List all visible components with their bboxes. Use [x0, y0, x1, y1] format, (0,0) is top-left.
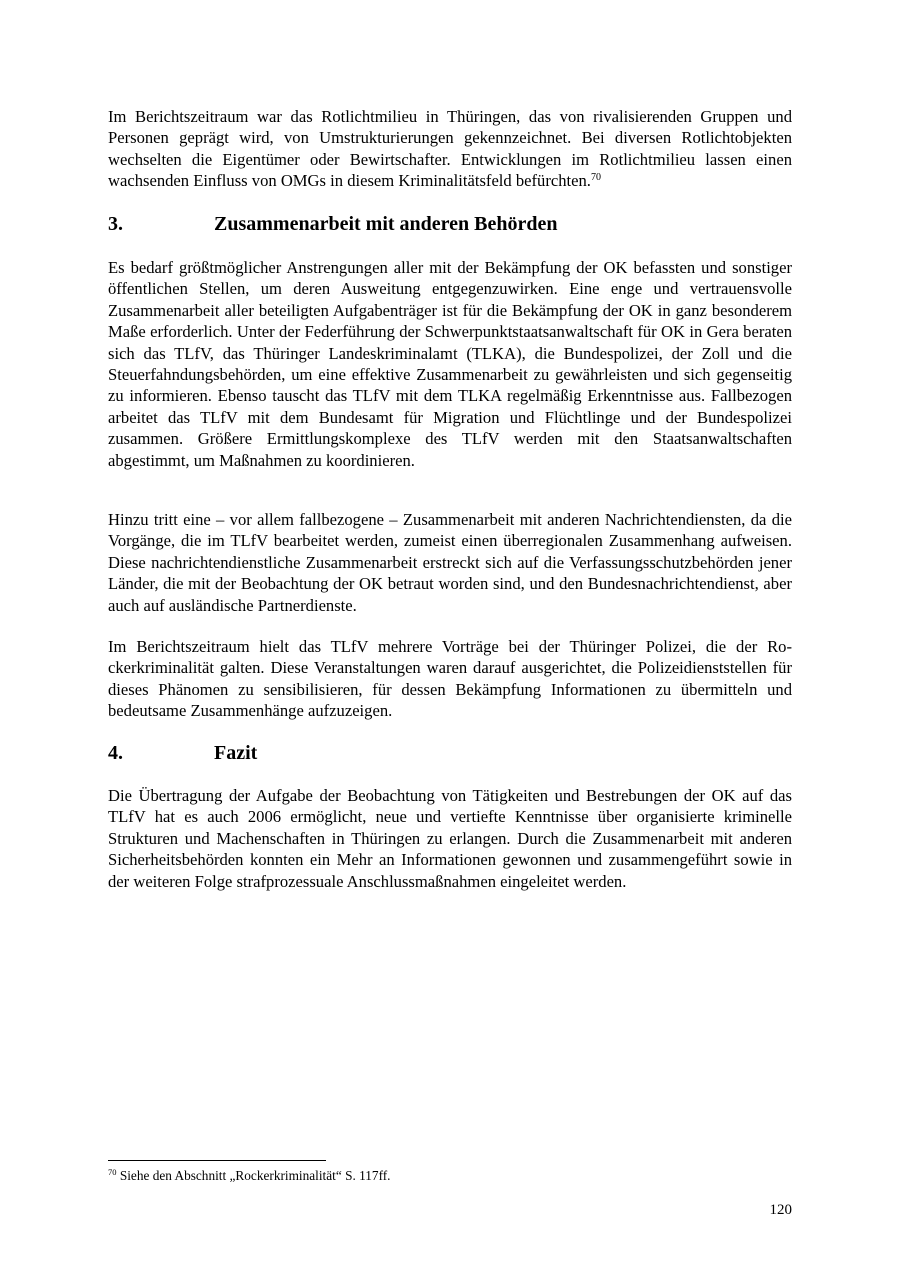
section-heading-3 [108, 212, 558, 236]
section-number: 3. [108, 213, 123, 235]
paragraph-cooperation-authorities: Es bedarf größtmöglicher Anstrengungen aller mit der Bekämpfung der OK befassten und sonstiger öffentlichen Stellen, um deren Ausweitung entgegenzuwirken. Eine enge und vertrauensvolle Zusammenarbeit aller beteiligten Aufgabenträger ist für die Bekämpfung der OK in ganz besonderem Maße erforderlich. Unter der Federführung der Schwerpunktstaatsanwaltschaft für OK in Gera beraten sich das TLfV, das Thüringer Landeskriminalamt (TLKA), die Bundespolizei, der Zoll und die Steuerfahndungsbehörden, um eine effektive Zusammenarbeit zu gewährleisten und sich gegenseitig zu informieren. Ebenso tauscht das TLfV mit dem TLKA regelmäßig Erkenntnisse aus. Fallbezogen arbeitet das TLfV mit dem Bundesamt für Migration und Flüchtlinge und der Bundespolizei zusammen. Größere Ermittlungskomplexe des TLfV werden mit den Staatsanwaltschaften abgestimmt, um Maßnahmen zu koordinieren. [108, 258, 792, 470]
paragraph-text: Im Berichtszeitraum war das Rotlichtmilieu in Thüringen, das von rivalisierenden Gruppen und Personen geprägt wird, von Umstrukturierungen gekennzeichnet. Bei diversen Rotlichtobjekten wechselten die Eigentümer oder Bewirtschafter. Entwicklungen im Rotlichtmilieu lassen einen wachsenden Einfluss von OMGs in diesem Kriminalitätsfeld befürchten. [108, 107, 792, 191]
footnote-number: 70 [108, 1167, 117, 1177]
footnote-text: Siehe den Abschnitt „Rockerkriminalität“ S. 117ff. [119, 1168, 391, 1183]
section-title: Fazit [214, 742, 258, 764]
paragraph-conclusion: Die Übertragung der Aufgabe der Beobachtung von Tätigkeiten und Bestrebungen der OK auf das TLfV hat es auch 2006 ermöglicht, neue und vertiefte Kenntnisse über organisierte kriminelle Strukturen und Machenschaften in Thüringen zu erlangen. Durch die Zusammenarbeit mit anderen Sicherheitsbehörden konnten ein Mehr an Informationen gewonnen und zusammengeführt sowie in der weiteren Folge strafprozessuale Anschlussmaßnahmen eingeleitet werden. [108, 786, 792, 891]
paragraph-police-lectures: Im Berichtszeitraum hielt das TLfV mehrere Vorträge bei der Thüringer Polizei, die der Rockerkriminalität galten. Diese Veranstaltungen waren darauf ausgerichtet, die Polizeidienststellen für dieses Phänomen zu sensibilisieren, für dessen Bekämpfung Informationen zu übermitteln und bedeutsame Zusammenhänge aufzuzeigen. [108, 637, 792, 721]
footnote [108, 1168, 391, 1184]
footnote-reference: 70 [590, 172, 601, 184]
page-number: 120 [769, 1202, 792, 1218]
footnote-divider [108, 1160, 326, 1161]
paragraph-cooperation-intelligence: Hinzu tritt eine – vor allem fallbezogene – Zusammenarbeit mit anderen Nachrichtendiensten, da die Vorgänge, die im TLfV bearbeitet werden, zumeist einen überregionalen Zusammenhang aufweisen. Diese nachrichtendienstliche Zusammenarbeit erstreckt sich auf die Verfassungsschutzbehörden jener Länder, die mit der Beobachtung der OK betraut worden sind, und den Bundesnachrichtendienst, aber auch auf ausländische Partnerdienste. [108, 510, 792, 615]
section-number: 4. [108, 742, 123, 764]
section-title: Zusammenarbeit mit anderen Behörden [214, 213, 558, 235]
paragraph-red-light-milieu [108, 106, 792, 192]
section-heading-4 [108, 741, 257, 765]
